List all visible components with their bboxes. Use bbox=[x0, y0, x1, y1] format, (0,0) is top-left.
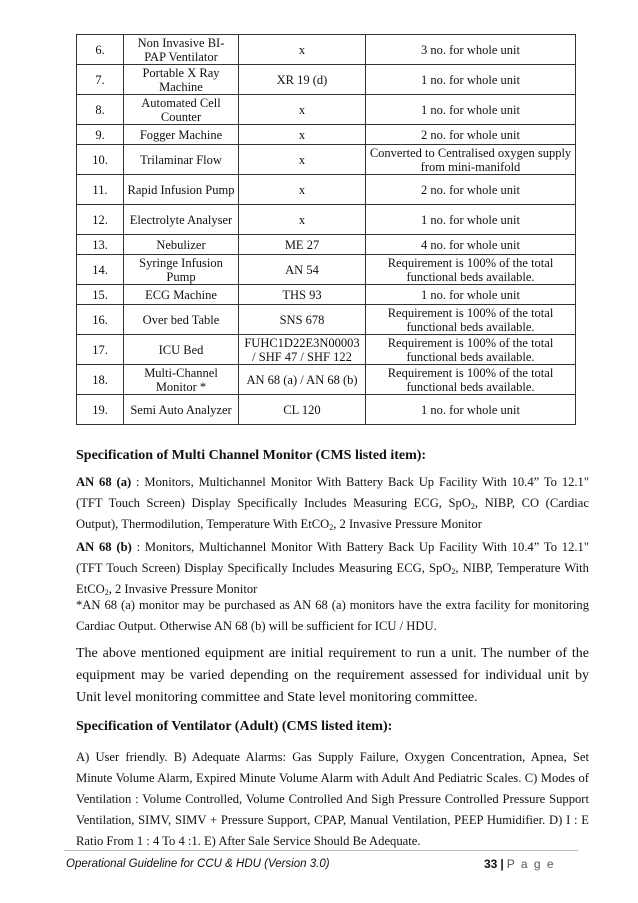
row-equipment-code: CL 120 bbox=[239, 395, 366, 425]
footer-page-indicator: 33 | P a g e bbox=[484, 857, 556, 871]
row-serial: 12. bbox=[77, 205, 124, 235]
row-equipment-code: x bbox=[239, 125, 366, 145]
row-equipment-code: x bbox=[239, 145, 366, 175]
table-row bbox=[77, 255, 576, 285]
table-row bbox=[77, 235, 576, 255]
table-row bbox=[77, 205, 576, 235]
table-row bbox=[77, 305, 576, 335]
row-equipment-name: Fogger Machine bbox=[124, 125, 239, 145]
row-requirement: 1 no. for whole unit bbox=[366, 205, 576, 235]
row-serial: 16. bbox=[77, 305, 124, 335]
row-serial: 13. bbox=[77, 235, 124, 255]
row-serial: 10. bbox=[77, 145, 124, 175]
row-serial: 15. bbox=[77, 285, 124, 305]
row-requirement: 4 no. for whole unit bbox=[366, 235, 576, 255]
row-equipment-name: Automated Cell Counter bbox=[124, 95, 239, 125]
row-serial: 17. bbox=[77, 335, 124, 365]
row-equipment-code: AN 54 bbox=[239, 255, 366, 285]
row-requirement: 3 no. for whole unit bbox=[366, 35, 576, 65]
row-equipment-code: ME 27 bbox=[239, 235, 366, 255]
row-requirement: Requirement is 100% of the total functional beds available. bbox=[366, 365, 576, 395]
cms-monitor-spec-b: AN 68 (b) : Monitors, Multichannel Monitor With Battery Back Up Facility With 10.4” To 12.1" (TFT Touch Screen) Display Specifically Includes Measuring ECG, SpO$_2$, NIBP, Temperature With EtCO$_2$, 2 Invasive Pressure Monitor bbox=[76, 540, 589, 597]
row-equipment-code: x bbox=[239, 95, 366, 125]
table-row bbox=[77, 365, 576, 395]
table-row bbox=[77, 285, 576, 305]
page-label: P a g e bbox=[506, 857, 556, 871]
row-serial: 9. bbox=[77, 125, 124, 145]
cms-monitor-heading: Specification of Multi Channel Monitor (CMS listed item): bbox=[76, 448, 427, 463]
row-equipment-name: Syringe Infusion Pump bbox=[124, 255, 239, 285]
table-row bbox=[77, 95, 576, 125]
table-row bbox=[77, 145, 576, 175]
row-requirement: 1 no. for whole unit bbox=[366, 65, 576, 95]
row-equipment-code: x bbox=[239, 175, 366, 205]
row-equipment-code: XR 19 (d) bbox=[239, 65, 366, 95]
cms-monitor-spec-a: AN 68 (a) : Monitors, Multichannel Monitor With Battery Back Up Facility With 10.4” To 12.1" (TFT Touch Screen) Display Specifically Includes Measuring ECG, SpO$_2$, NIBP, CO (Cardiac Output), Thermodilution, Temperature With EtCO$_2$, 2 Invasive Pressure Monitor bbox=[76, 475, 589, 532]
footer-document-title: Operational Guideline for CCU & HDU (Version 3.0) bbox=[66, 858, 330, 870]
row-requirement: 1 no. for whole unit bbox=[366, 285, 576, 305]
row-equipment-name: Semi Auto Analyzer bbox=[124, 395, 239, 425]
ventilator-spec: A) User friendly. B) Adequate Alarms: Gas Supply Failure, Oxygen Concentration, Apnea, Set Minute Volume Alarm, Expired Minute Volume Alarm with Adult And Pediatric Scales. C) Modes of Ventilation : Volume Controlled, Volume Controlled And Sigh Pressure Controlled Pressure Support Ventilation, SIMV, SIMV + Pressure Support, CPAP, Manual Ventilation, PEEP Humidifier. D) I : E Ratio From 1 : 4 To 4 :1. E) After Sale Service Should Be Adequate. bbox=[76, 750, 589, 848]
table-row bbox=[77, 65, 576, 95]
row-requirement: Requirement is 100% of the total functional beds available. bbox=[366, 305, 576, 335]
row-equipment-name: Portable X Ray Machine bbox=[124, 65, 239, 95]
equipment-table bbox=[76, 34, 576, 425]
row-serial: 11. bbox=[77, 175, 124, 205]
row-equipment-name: Electrolyte Analyser bbox=[124, 205, 239, 235]
spec-a-label: AN 68 (a) bbox=[76, 475, 132, 489]
row-equipment-code: THS 93 bbox=[239, 285, 366, 305]
intro-paragraph: The above mentioned equipment are initial requirement to run a unit. The number of the equipment may be varied depending on the requirement assessed for individual unit by Unit level monitoring committee and State level monitoring committee. bbox=[76, 646, 589, 705]
table-row bbox=[77, 395, 576, 425]
row-equipment-code: x bbox=[239, 35, 366, 65]
row-equipment-code: x bbox=[239, 205, 366, 235]
row-requirement: Converted to Centralised oxygen supply from mini-manifold bbox=[366, 145, 576, 175]
row-requirement: Requirement is 100% of the total functional beds available. bbox=[366, 255, 576, 285]
row-equipment-name: Multi-Channel Monitor * bbox=[124, 365, 239, 395]
row-requirement: 2 no. for whole unit bbox=[366, 175, 576, 205]
row-serial: 8. bbox=[77, 95, 124, 125]
table-row bbox=[77, 335, 576, 365]
row-equipment-name: Non Invasive BI-PAP Ventilator bbox=[124, 35, 239, 65]
row-serial: 19. bbox=[77, 395, 124, 425]
row-serial: 14. bbox=[77, 255, 124, 285]
spec-b-label: AN 68 (b) bbox=[76, 540, 132, 554]
row-requirement: 2 no. for whole unit bbox=[366, 125, 576, 145]
row-equipment-code: FUHC1D22E3N00003 / SHF 47 / SHF 122 bbox=[239, 335, 366, 365]
row-equipment-code: SNS 678 bbox=[239, 305, 366, 335]
table-row bbox=[77, 125, 576, 145]
row-equipment-code: AN 68 (a) / AN 68 (b) bbox=[239, 365, 366, 395]
row-requirement: Requirement is 100% of the total functional beds available. bbox=[366, 335, 576, 365]
page-number: 33 bbox=[484, 857, 498, 871]
row-serial: 7. bbox=[77, 65, 124, 95]
row-equipment-name: ICU Bed bbox=[124, 335, 239, 365]
row-requirement: 1 no. for whole unit bbox=[366, 395, 576, 425]
row-serial: 18. bbox=[77, 365, 124, 395]
table-row bbox=[77, 175, 576, 205]
row-equipment-name: Rapid Infusion Pump bbox=[124, 175, 239, 205]
equipment-table-body bbox=[77, 35, 576, 425]
row-equipment-name: ECG Machine bbox=[124, 285, 239, 305]
row-equipment-name: Over bed Table bbox=[124, 305, 239, 335]
table-row bbox=[77, 35, 576, 65]
row-equipment-name: Nebulizer bbox=[124, 235, 239, 255]
row-serial: 6. bbox=[77, 35, 124, 65]
footer-divider bbox=[64, 850, 578, 851]
cms-monitor-note: *AN 68 (a) monitor may be purchased as AN 68 (a) monitors have the extra facility for monitoring Cardiac Output. Otherwise AN 68 (b) will be sufficient for ICU / HDU. bbox=[76, 598, 589, 633]
row-requirement: 1 no. for whole unit bbox=[366, 95, 576, 125]
row-equipment-name: Trilaminar Flow bbox=[124, 145, 239, 175]
ventilator-heading: Specification of Ventilator (Adult) (CMS listed item): bbox=[76, 719, 393, 734]
